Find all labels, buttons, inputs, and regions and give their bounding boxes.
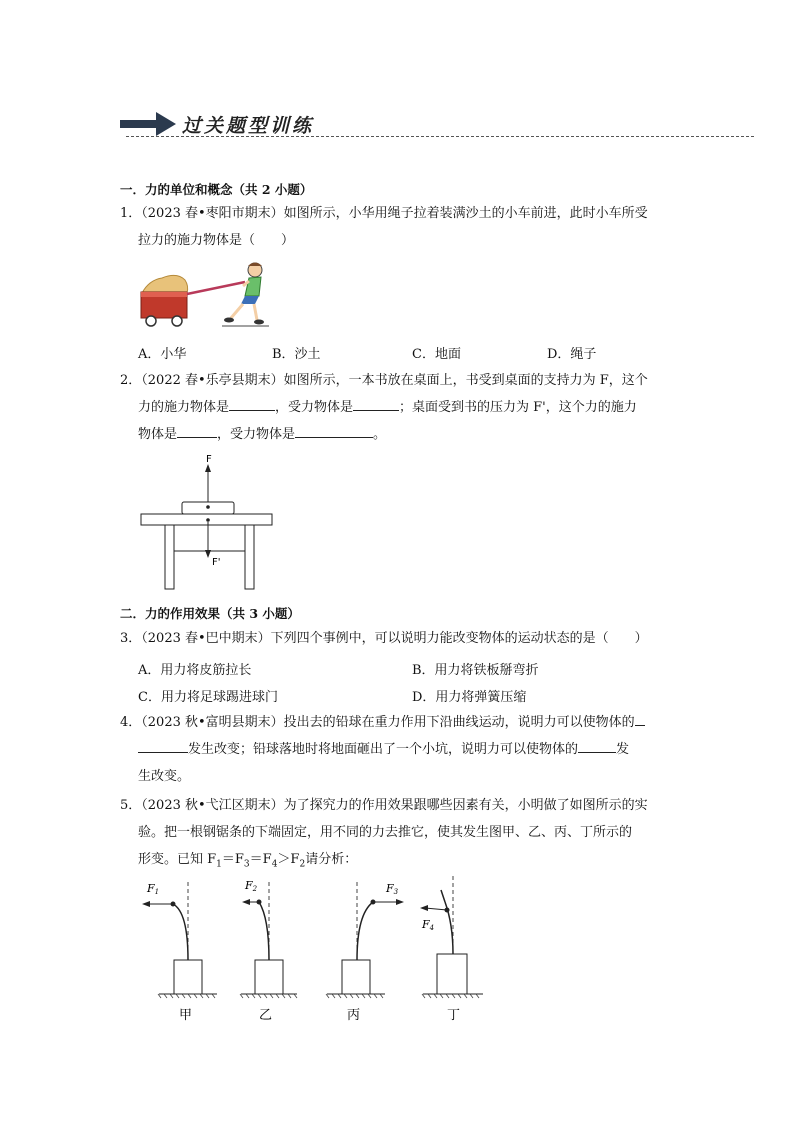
question-4-line-1: 4．（2023 秋•富明县期末）投出去的铅球在重力作用下沿曲线运动，说明力可以使物体的	[120, 709, 680, 736]
boy-shorts	[241, 296, 259, 304]
table-leg	[165, 525, 174, 589]
q1-option-a[interactable]: A．小华	[138, 347, 187, 362]
question-3	[120, 625, 680, 652]
answer-blank-2[interactable]	[353, 396, 399, 411]
sand-pile	[142, 275, 188, 293]
answer-blank-3[interactable]	[177, 423, 217, 438]
caption-yi: 乙	[259, 1008, 273, 1023]
section-title-2: 二．力的作用效果（共 3 小题）	[120, 606, 300, 621]
setup-jia	[142, 882, 217, 1023]
force-label-f: F	[206, 454, 212, 465]
question-3-line-1: 3．（2023 春•巴中期末）下列四个事例中，可以说明力能改变物体的运动状态的是（ ）	[120, 631, 648, 646]
question-1-line-1: 1．（2023 春•枣阳市期末）如图所示，小华用绳子拉着装满沙土的小车前进，此时小车所受	[120, 206, 648, 221]
caption-jia: 甲	[179, 1008, 193, 1023]
question-2-line-2: 力的施力物体是 ，受力物体是 ；桌面受到书的压力为 F'，这个力的施力	[120, 394, 680, 421]
question-1	[120, 200, 680, 254]
question-5-line-2: 验。把一根钢锯条的下端固定，用不同的力去推它，使其发生图甲、乙、丙、丁所示的	[138, 825, 633, 840]
q3-option-a[interactable]: A．用力将皮筋拉长	[138, 663, 252, 678]
svg-text:F4: F4	[422, 918, 435, 932]
answer-blank-5a[interactable]	[635, 711, 645, 726]
page-title: 过关题型训练	[182, 115, 315, 137]
saw-blade-figure	[135, 872, 495, 1028]
boy-shirt	[245, 277, 261, 296]
answer-blank-6[interactable]	[578, 738, 616, 753]
clamp-block	[342, 960, 370, 994]
question-5	[120, 792, 680, 879]
header-divider	[126, 136, 754, 137]
clamp-block	[437, 954, 467, 994]
rope	[187, 282, 245, 294]
section-title-1: 一．力的单位和概念（共 2 小题）	[120, 182, 313, 197]
q1-option-d[interactable]: D．绳子	[547, 347, 597, 362]
clamp-block	[255, 960, 283, 994]
force-f1-label: F	[147, 882, 155, 895]
question-2-line-3: 物体是 ，受力物体是 。	[120, 421, 680, 448]
setup-ding	[420, 876, 483, 1023]
q3-option-c[interactable]: C．用力将足球踢进球门	[138, 690, 278, 705]
cart-pulling-figure	[137, 258, 272, 330]
question-5-line-1: 5．（2023 秋•弋江区期末）为了探究力的作用效果跟哪些因素有关，小明做了如图所示的实	[120, 798, 648, 813]
book-on-table-figure	[138, 452, 278, 594]
force-f3-label: F	[386, 882, 394, 895]
answer-blank-1[interactable]	[229, 396, 275, 411]
cart-wheel	[172, 316, 182, 326]
table-leg	[245, 525, 254, 589]
answer-blank-5b[interactable]	[138, 738, 188, 753]
force-f4-label: F	[422, 918, 430, 931]
question-4	[120, 709, 680, 790]
question-5-line-3: 形变。已知 $F_1=F_3=F_4>F_2$请分析：	[138, 852, 358, 870]
answer-blank-4[interactable]	[295, 423, 373, 438]
caption-ding: 丁	[447, 1008, 461, 1023]
caption-bing: 丙	[347, 1008, 361, 1023]
svg-text:F1: F1	[147, 882, 160, 896]
question-2	[120, 367, 680, 448]
q1-option-c[interactable]: C．地面	[412, 347, 461, 362]
cart-wheel	[146, 316, 156, 326]
setup-yi	[240, 879, 297, 1023]
force-label-f-prime: F'	[212, 557, 221, 568]
question-1-line-2: 拉力的施力物体是（ ）	[138, 233, 295, 248]
force-f2-label: F	[245, 879, 253, 892]
svg-text:F2: F2	[245, 879, 258, 893]
setup-bing	[326, 882, 404, 1023]
clamp-block	[174, 960, 202, 994]
q1-option-b[interactable]: B．沙土	[272, 347, 321, 362]
question-2-line-1: 2．（2022 春•乐亭县期末）如图所示，一本书放在桌面上，书受到桌面的支持力为 F，这个	[120, 373, 648, 388]
question-4-line-2: 发生改变；铅球落地时将地面砸出了一个小坑，说明力可以使物体的 发	[120, 736, 680, 763]
q3-option-d[interactable]: D．用力将弹簧压缩	[412, 690, 527, 705]
question-4-line-3: 生改变。	[138, 769, 191, 784]
q3-option-b[interactable]: B．用力将铁板掰弯折	[412, 663, 539, 678]
svg-text:F3: F3	[386, 882, 399, 896]
